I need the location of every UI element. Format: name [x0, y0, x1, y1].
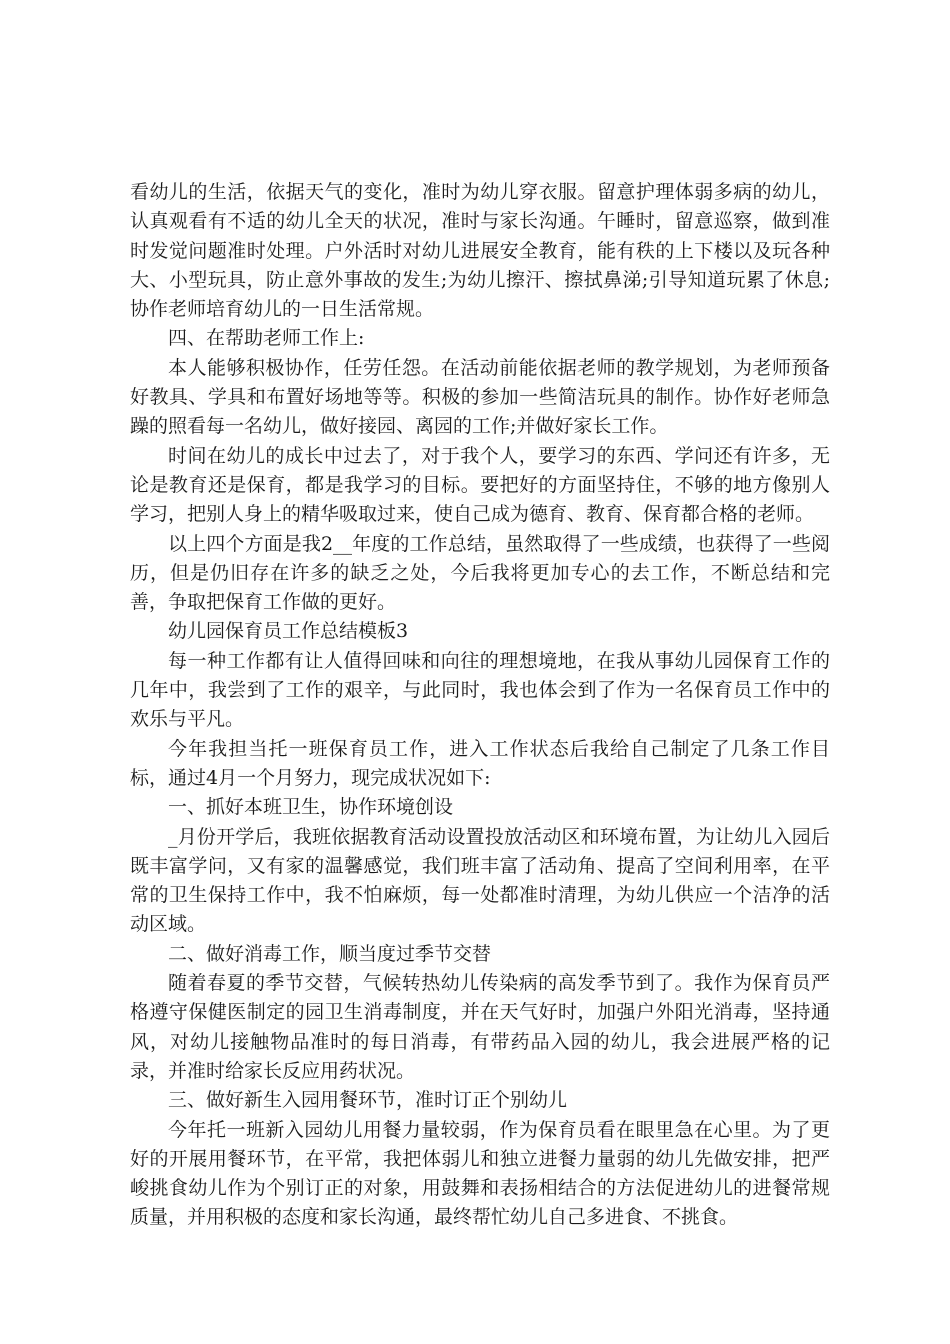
paragraph: 今年托一班新入园幼儿用餐力量较弱，作为保育员看在眼里急在心里。为了更好的开展用餐环节，在平常，我把体弱儿和独立进餐力量弱的幼儿先做安排，把严峻挑食幼儿作为个别订正的对象，用鼓舞和表扬相结合的方法促进幼儿的进餐常规质量，并用积极的态度和家长沟通，最终帮忙幼儿自己多进食、不挑食。 — [130, 1118, 830, 1229]
paragraph: 本人能够积极协作，任劳任怨。在活动前能依据老师的教学规划，为老师预备好教具、学具和布置好场地等等。积极的参加一些简洁玩具的制作。协作好老师急躁的照看每一名幼儿，做好接园、离园的工作;并做好家长工作。 — [130, 356, 830, 438]
section-heading-two: 二、做好消毒工作，顺当度过季节交替 — [168, 942, 492, 965]
paragraph: _月份开学后，我班依据教育活动设置投放活动区和环境布置，为让幼儿入园后既丰富学问，又有家的温馨感觉，我们班丰富了活动角、提高了空间利用率，在平常的卫生保持工作中，我不怕麻烦，每一处都准时清理，为幼儿供应一个洁净的活动区域。 — [130, 825, 830, 936]
paragraph: 以上四个方面是我2__年度的工作总结，虽然取得了一些成绩，也获得了一些阅历，但是仍旧存在许多的缺乏之处，今后我将更加专心的去工作，不断总结和完善，争取把保育工作做的更好。 — [130, 532, 830, 614]
document-body — [130, 178, 830, 1233]
template-title: 幼儿园保育员工作总结模板3 — [168, 620, 409, 643]
section-heading-three: 三、做好新生入园用餐环节，准时订正个别幼儿 — [168, 1089, 568, 1112]
paragraph: 时间在幼儿的成长中过去了，对于我个人，要学习的东西、学问还有许多，无论是教育还是保育，都是我学习的目标。要把好的方面坚持住，不够的地方像别人学习，把别人身上的精华吸取过来，使自己成为德育、教育、保育都合格的老师。 — [130, 444, 830, 526]
section-heading-one: 一、抓好本班卫生，协作环境创设 — [168, 796, 454, 819]
section-heading-four: 四、在帮助老师工作上: — [168, 327, 365, 350]
paragraph: 今年我担当托一班保育员工作，进入工作状态后我给自己制定了几条工作目标，通过4月一个月努力，现完成状况如下: — [130, 737, 830, 789]
paragraph: 随着春夏的季节交替，气候转热幼儿传染病的高发季节到了。我作为保育员严格遵守保健医制定的园卫生消毒制度，并在天气好时，加强户外阳光消毒，坚持通风，对幼儿接触物品准时的每日消毒，有带药品入园的幼儿，我会进展严格的记录，并准时给家长反应用药状况。 — [130, 972, 830, 1082]
paragraph-continued: 看幼儿的生活，依据天气的变化，准时为幼儿穿衣服。留意护理体弱多病的幼儿，认真观看有不适的幼儿全天的状况，准时与家长沟通。午睡时，留意巡察，做到准时发觉问题准时处理。户外活时对幼儿进展安全教育，能有秩的上下楼以及玩各种大、小型玩具，防止意外事故的发生;为幼儿擦汗、擦拭鼻涕;引导知道玩累了休息;协作老师培育幼儿的一日生活常规。 — [130, 181, 830, 321]
paragraph: 每一种工作都有让人值得回味和向往的理想境地，在我从事幼儿园保育工作的几年中，我尝到了工作的艰辛，与此同时，我也体会到了作为一名保育员工作中的欢乐与平凡。 — [130, 649, 830, 731]
